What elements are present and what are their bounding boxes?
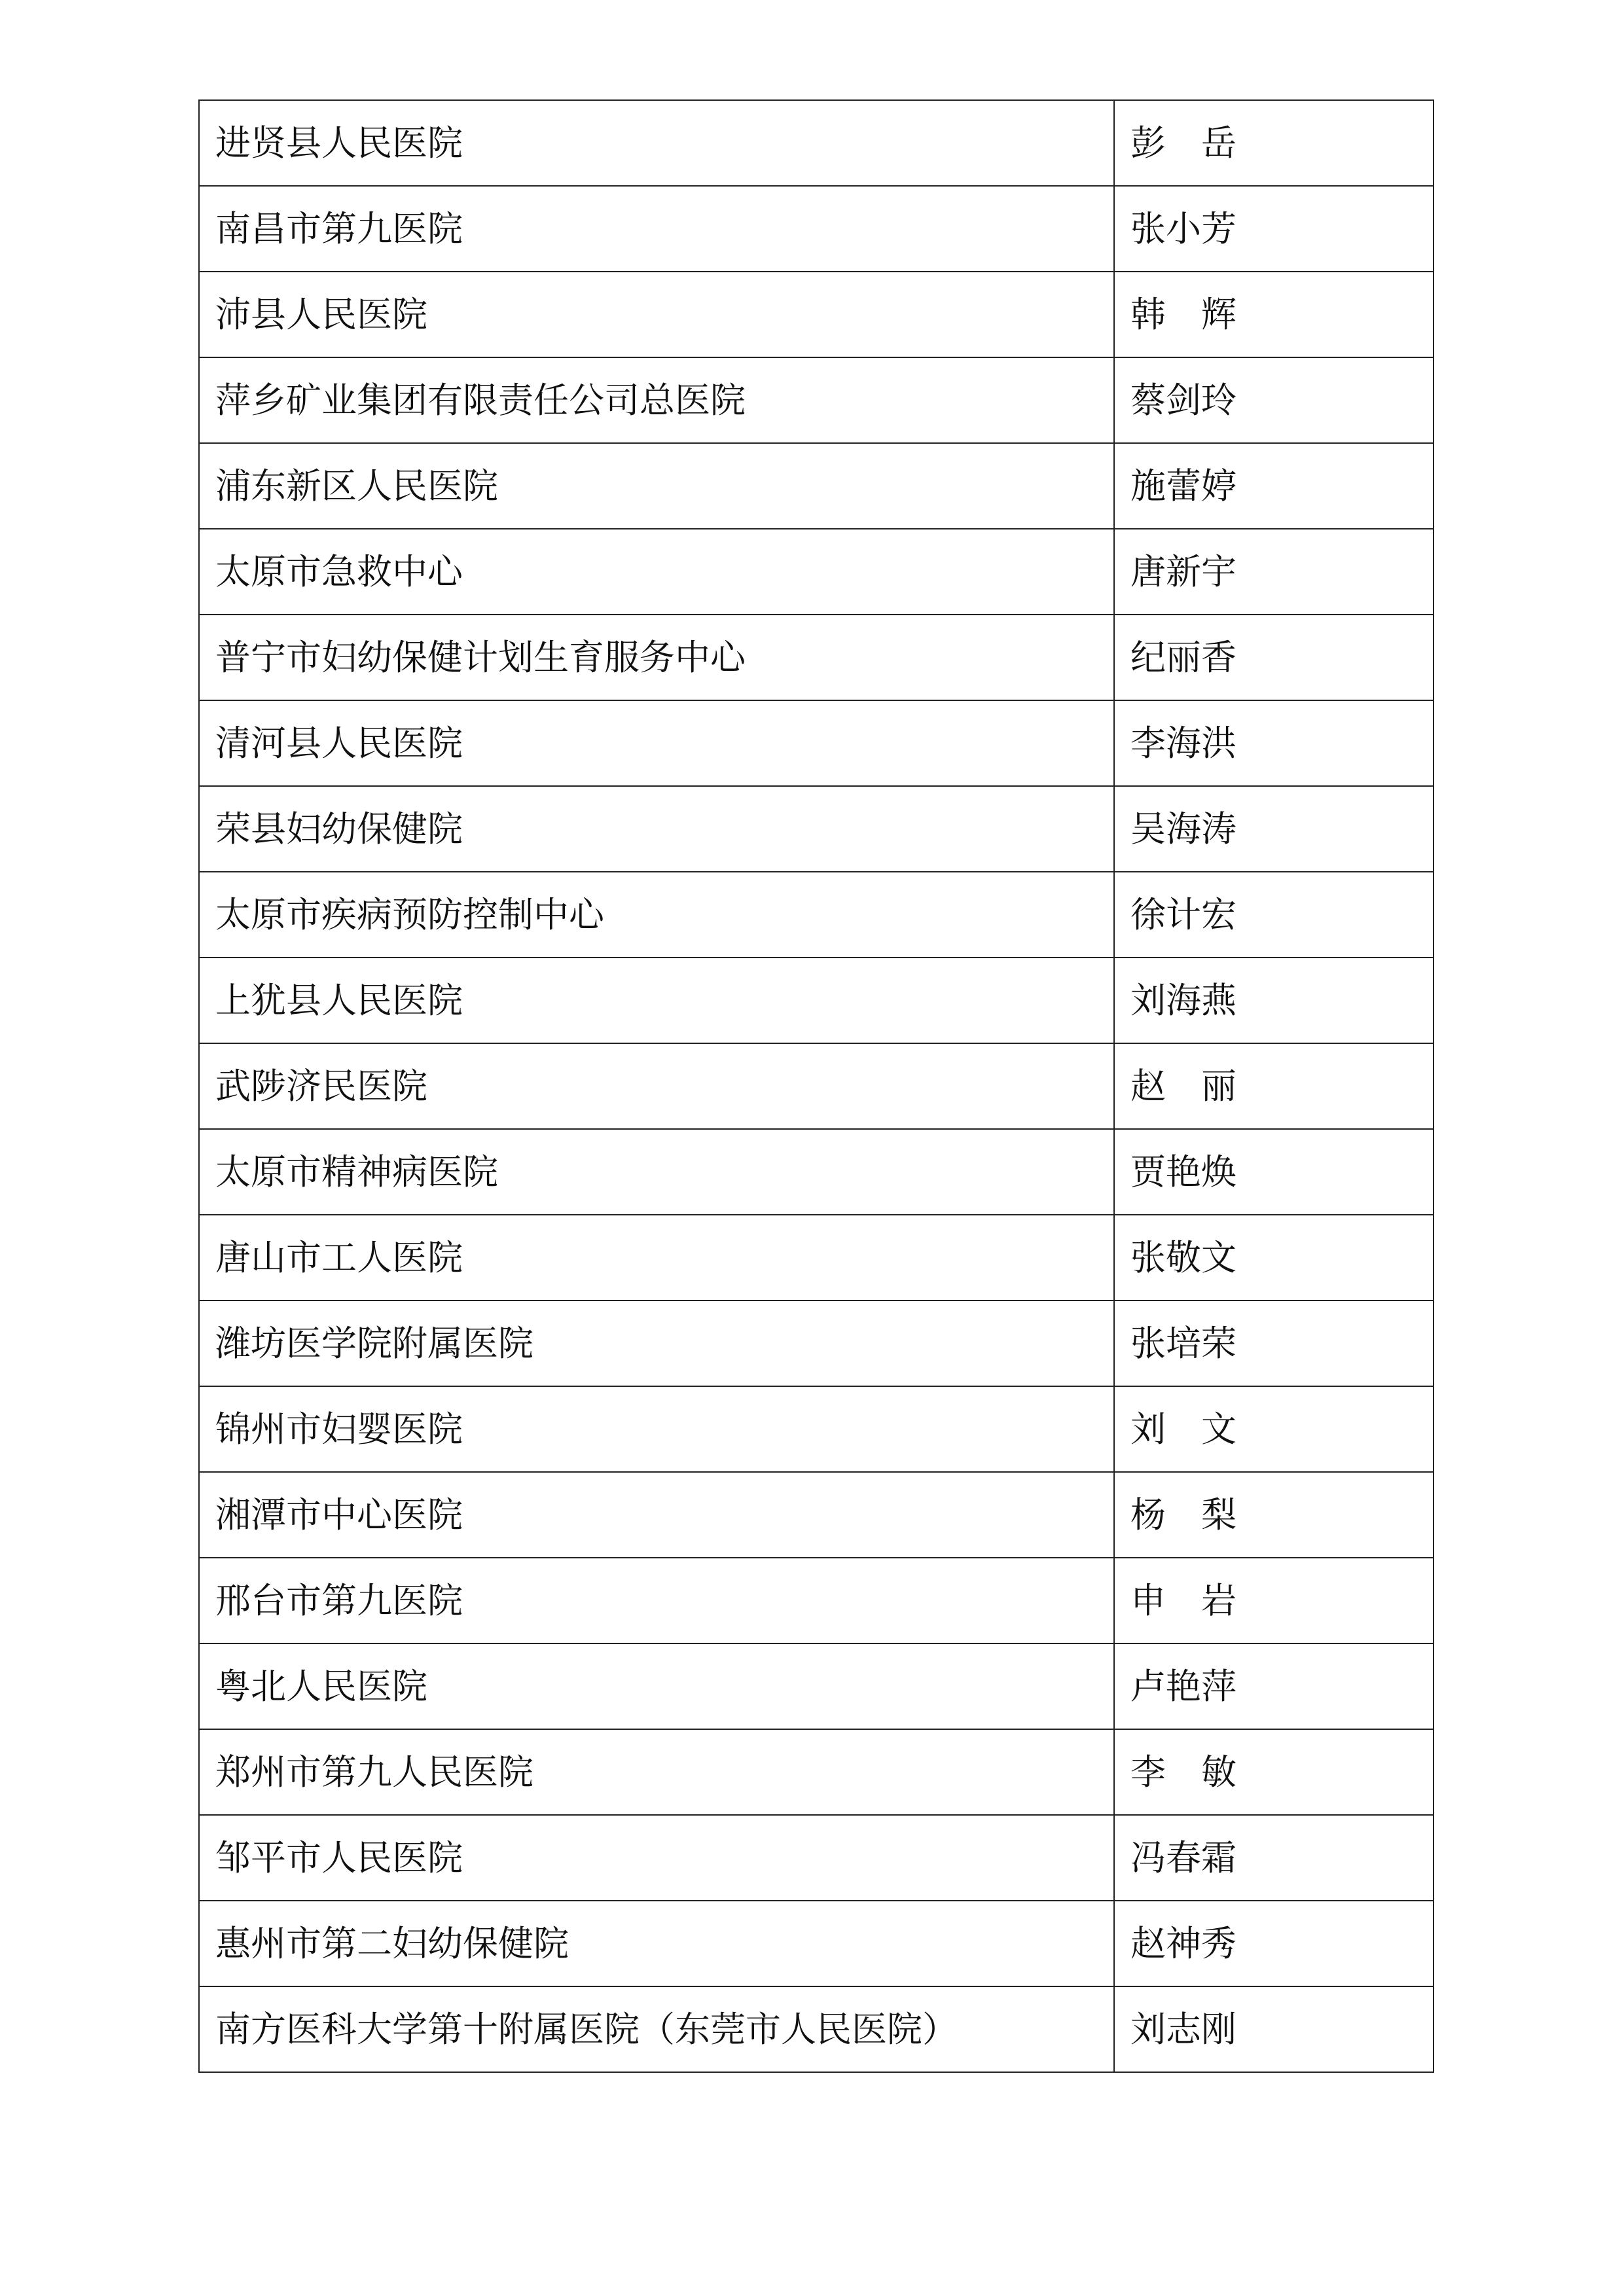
person-name: 冯春霜 [1130, 1837, 1236, 1878]
organization-cell [199, 700, 1114, 786]
organization-name: 邢台市第九医院 [215, 1579, 463, 1621]
organization-name: 武陟济民医院 [215, 1065, 427, 1107]
table-row [199, 357, 1434, 443]
organization-cell [199, 1043, 1114, 1129]
organization-name: 进贤县人民医院 [215, 122, 463, 164]
organization-name: 沛县人民医院 [215, 293, 427, 335]
person-cell [1114, 272, 1434, 357]
person-cell [1114, 1472, 1434, 1558]
organization-name: 南昌市第九医院 [215, 207, 463, 249]
person-name: 张敬文 [1130, 1236, 1236, 1278]
person-name: 彭 岳 [1130, 122, 1236, 164]
organization-name: 潍坊医学院附属医院 [215, 1322, 533, 1364]
person-name: 徐计宏 [1130, 893, 1236, 935]
person-name: 刘志刚 [1130, 2008, 1236, 2050]
table-row [199, 700, 1434, 786]
organization-name: 湘潭市中心医院 [215, 1494, 463, 1535]
person-cell [1114, 1129, 1434, 1215]
organization-cell [199, 1472, 1114, 1558]
organization-cell [199, 443, 1114, 529]
organization-cell [199, 1901, 1114, 1986]
roster-table-body [199, 100, 1434, 2072]
table-row [199, 1043, 1434, 1129]
table-row [199, 100, 1434, 186]
organization-name: 萍乡矿业集团有限责任公司总医院 [215, 379, 746, 421]
table-row [199, 1300, 1434, 1386]
person-name: 纪丽香 [1130, 636, 1236, 678]
organization-name: 邹平市人民医院 [215, 1837, 463, 1878]
person-name: 李海洪 [1130, 722, 1236, 764]
organization-cell [199, 1386, 1114, 1472]
organization-name: 唐山市工人医院 [215, 1236, 463, 1278]
organization-cell [199, 1643, 1114, 1729]
person-name: 韩 辉 [1130, 293, 1236, 335]
organization-name: 上犹县人民医院 [215, 979, 463, 1021]
person-cell [1114, 1901, 1434, 1986]
table-row [199, 443, 1434, 529]
organization-name: 太原市急救中心 [215, 550, 463, 592]
table-row [199, 786, 1434, 872]
person-name: 蔡剑玲 [1130, 379, 1236, 421]
organization-cell [199, 272, 1114, 357]
person-cell [1114, 357, 1434, 443]
organization-cell [199, 1300, 1114, 1386]
organization-name: 普宁市妇幼保健计划生育服务中心 [215, 636, 746, 678]
organization-cell [199, 958, 1114, 1043]
organization-cell [199, 1729, 1114, 1815]
table-row [199, 1386, 1434, 1472]
organization-cell [199, 186, 1114, 272]
table-row [199, 186, 1434, 272]
table-row [199, 615, 1434, 700]
person-cell [1114, 872, 1434, 958]
person-name: 赵 丽 [1130, 1065, 1236, 1107]
organization-name: 惠州市第二妇幼保健院 [215, 1922, 569, 1964]
table-row [199, 272, 1434, 357]
person-name: 卢艳萍 [1130, 1665, 1236, 1707]
person-cell [1114, 1558, 1434, 1643]
person-name: 刘海燕 [1130, 979, 1236, 1021]
organization-name: 太原市精神病医院 [215, 1151, 498, 1193]
table-row [199, 1472, 1434, 1558]
person-name: 施蕾婷 [1130, 465, 1236, 507]
person-name: 刘 文 [1130, 1408, 1236, 1450]
person-name: 贾艳焕 [1130, 1151, 1236, 1193]
person-cell [1114, 529, 1434, 615]
table-row [199, 1986, 1434, 2072]
table-row [199, 1815, 1434, 1901]
person-name: 唐新宇 [1130, 550, 1236, 592]
organization-cell [199, 872, 1114, 958]
organization-cell [199, 615, 1114, 700]
person-cell [1114, 1215, 1434, 1300]
person-cell [1114, 443, 1434, 529]
table-row [199, 1558, 1434, 1643]
person-cell [1114, 1043, 1434, 1129]
person-cell [1114, 1986, 1434, 2072]
organization-name: 清河县人民医院 [215, 722, 463, 764]
table-row [199, 1215, 1434, 1300]
organization-cell [199, 1986, 1114, 2072]
person-cell [1114, 615, 1434, 700]
person-cell [1114, 1815, 1434, 1901]
person-name: 杨 梨 [1130, 1494, 1236, 1535]
organization-cell [199, 357, 1114, 443]
organization-name: 锦州市妇婴医院 [215, 1408, 463, 1450]
person-cell [1114, 1729, 1434, 1815]
table-row [199, 1129, 1434, 1215]
person-name: 张小芳 [1130, 207, 1236, 249]
organization-name: 郑州市第九人民医院 [215, 1751, 533, 1793]
organization-cell [199, 1215, 1114, 1300]
table-row [199, 872, 1434, 958]
person-name: 吴海涛 [1130, 808, 1236, 850]
organization-cell [199, 1815, 1114, 1901]
person-cell [1114, 186, 1434, 272]
person-name: 申 岩 [1130, 1579, 1236, 1621]
organization-name: 荣县妇幼保健院 [215, 808, 463, 850]
organization-cell [199, 1129, 1114, 1215]
organization-name: 太原市疾病预防控制中心 [215, 893, 604, 935]
person-cell [1114, 1643, 1434, 1729]
table-row [199, 958, 1434, 1043]
organization-name: 粤北人民医院 [215, 1665, 427, 1707]
person-cell [1114, 100, 1434, 186]
person-cell [1114, 786, 1434, 872]
person-cell [1114, 1300, 1434, 1386]
table-row [199, 529, 1434, 615]
person-cell [1114, 700, 1434, 786]
person-cell [1114, 958, 1434, 1043]
roster-table [198, 99, 1434, 2073]
organization-cell [199, 786, 1114, 872]
table-row [199, 1729, 1434, 1815]
organization-name: 南方医科大学第十附属医院（东莞市人民医院） [215, 2008, 958, 2050]
organization-name: 浦东新区人民医院 [215, 465, 498, 507]
person-name: 李 敏 [1130, 1751, 1236, 1793]
organization-cell [199, 1558, 1114, 1643]
organization-cell [199, 529, 1114, 615]
person-name: 赵神秀 [1130, 1922, 1236, 1964]
person-name: 张培荣 [1130, 1322, 1236, 1364]
table-row [199, 1901, 1434, 1986]
organization-cell [199, 100, 1114, 186]
person-cell [1114, 1386, 1434, 1472]
table-row [199, 1643, 1434, 1729]
